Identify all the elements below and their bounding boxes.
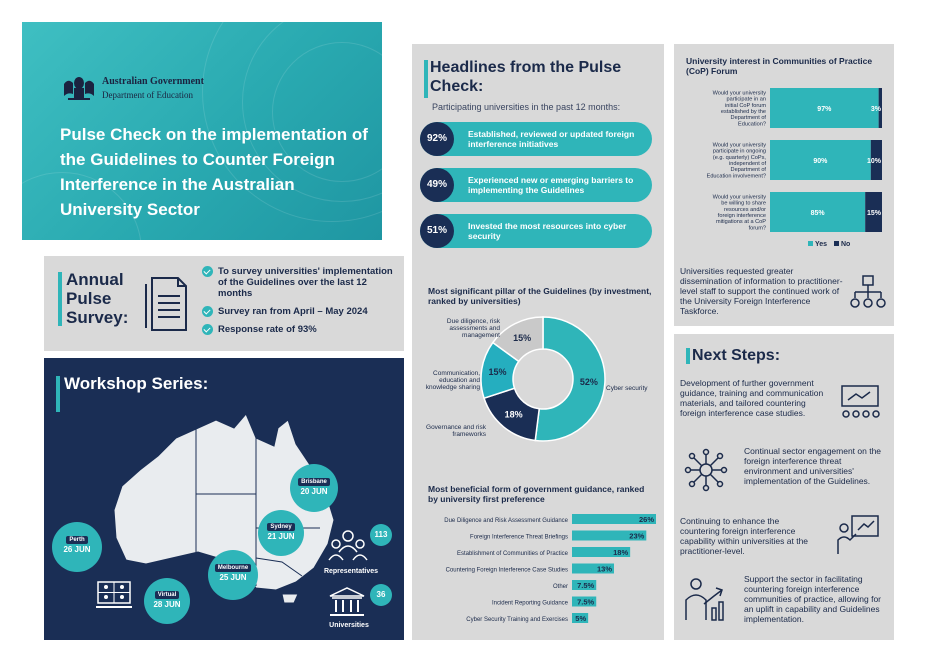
stack-value-label: 85% <box>810 210 825 217</box>
next-step-item: Development of further government guidance, training and communication materials, and tailored countering foreign interference case studies. <box>680 378 824 418</box>
accent-bar <box>686 348 690 364</box>
donut-value-label: 52% <box>579 376 598 387</box>
bar-value-label: 5% <box>575 614 587 623</box>
stack-value-label: 15% <box>866 210 881 217</box>
donut-legend-label: Cyber security <box>606 385 648 392</box>
workshop-brisbane: Brisbane 20 JUN <box>290 464 338 512</box>
growth-person-icon <box>682 574 726 622</box>
donut-chart-title: Most significant pillar of the Guidelines (by investment, ranked by universities) <box>428 286 652 306</box>
bar-category-label: Establishment of Communities of Practice <box>456 551 568 557</box>
workshop-series-panel <box>44 358 404 640</box>
stack-category-label: Would your university be willing to share resources and/or foreign interference mitigations at a CoP forum? <box>712 194 766 232</box>
headlines-panel <box>412 44 664 640</box>
legend-label: No <box>841 241 851 248</box>
hero-banner <box>22 22 382 240</box>
headline-item <box>420 122 652 156</box>
bar-value-label: 23% <box>629 531 645 541</box>
cop-stacked-bar-chart <box>674 84 894 260</box>
universities-label: Universities <box>329 622 369 629</box>
stack-category-label: Would your university participate in an initial CoP forum established by the Department of Education? <box>712 90 766 128</box>
stack-category-label: Would your university participate in ongoing (e.g. quarterly) CoPs, independent of Department of Education involvement? <box>706 142 766 180</box>
laptop-video-icon <box>96 580 132 610</box>
workshop-title: Workshop Series: <box>64 374 209 393</box>
network-icon <box>684 448 728 492</box>
stack-value-label: 97% <box>817 106 832 113</box>
page-title: Pulse Check on the implementation of the Guidelines to Counter Foreign Interference in the Australian University Sector <box>60 125 368 219</box>
survey-item: Response rate of 93% <box>202 324 402 335</box>
bar-category-label: Due Diligence and Risk Assessment Guidance <box>444 518 568 524</box>
bar-value-label: 13% <box>596 564 612 574</box>
bar-value-label: 18% <box>613 548 629 557</box>
donut-legend-label: Due diligence, risk assessments and management <box>446 318 500 339</box>
bar-category-label: Other <box>552 584 568 590</box>
headline-text: Invested the most resources into cyber security <box>468 221 627 241</box>
next-steps-title: Next Steps: <box>692 347 781 364</box>
university-building-icon <box>328 586 366 618</box>
representatives-label: Representatives <box>323 568 379 575</box>
survey-title: Annual Pulse Survey: <box>66 270 129 327</box>
guidance-bar-chart <box>412 510 664 630</box>
presentation-icon <box>838 384 882 422</box>
headline-text: Experienced new or emerging barriers to implementing the Guidelines <box>468 175 634 195</box>
universities-count: 36 <box>370 584 392 606</box>
org-chart-icon <box>850 274 886 310</box>
representatives-icon <box>326 528 370 566</box>
coat-of-arms-icon <box>62 74 96 102</box>
headline-item <box>420 214 652 248</box>
headline-percent: 49% <box>420 168 454 202</box>
headlines-subtitle: Participating universities in the past 12 months: <box>432 102 621 112</box>
legend-swatch <box>834 241 839 246</box>
workshop-sydney: Sydney 21 JUN <box>258 510 304 556</box>
check-icon <box>202 306 213 317</box>
cop-summary-text: Universities requested greater dissemination of information to practitioner-level staff to support the continued work of the University Foreign Interference Taskforce. <box>680 266 843 316</box>
donut-value-label: 15% <box>513 333 532 344</box>
annual-pulse-survey-panel <box>44 256 404 351</box>
accent-bar <box>56 376 60 412</box>
legend-swatch <box>808 241 813 246</box>
next-steps-panel <box>674 334 894 640</box>
representatives-count: 113 <box>370 524 392 546</box>
guidance-chart-title: Most beneficial form of government guidance, ranked by university first preference <box>428 484 645 504</box>
bar-category-label: Cyber Security Training and Exercises <box>466 617 568 623</box>
workshop-perth: Perth 26 JUN <box>52 522 102 572</box>
accent-bar <box>58 272 62 326</box>
next-step-item: Continual sector engagement on the foreign interference threat environment and universities' implementation of the Guidelines. <box>744 446 882 486</box>
headline-percent: 51% <box>420 214 454 248</box>
legend-label: Yes <box>815 241 828 248</box>
headline-percent: 92% <box>420 122 454 156</box>
check-icon <box>202 266 213 277</box>
workshop-virtual: Virtual 28 JUN <box>144 578 190 624</box>
donut-value-label: 15% <box>488 366 507 377</box>
cop-interest-panel <box>674 44 894 326</box>
headline-item <box>420 168 652 202</box>
headline-text: Established, reviewed or updated foreign interference initiatives <box>468 129 635 149</box>
stack-value-label: 10% <box>866 158 881 165</box>
gov-name: Australian Government <box>102 76 204 87</box>
bar-value-label: 7.5% <box>577 581 595 590</box>
government-logo <box>62 72 282 112</box>
headlines-title: Headlines from the Pulse Check: <box>430 59 622 95</box>
cop-chart-title: University interest in Communities of Practice (CoP) Forum <box>686 56 873 76</box>
donut-legend-label: Communication, education and knowledge sharing <box>425 370 480 391</box>
department-name: Department of Education <box>102 90 193 100</box>
accent-bar <box>424 60 428 98</box>
document-icon <box>144 276 188 332</box>
check-icon <box>202 324 213 335</box>
bar-value-label: 7.5% <box>577 597 595 607</box>
next-step-item: Support the sector in facilitating countering foreign interference communities of practice, allowing for an uplift in capability and Guidelines implementation. <box>744 574 882 624</box>
bar-category-label: Incident Reporting Guidance <box>491 600 568 607</box>
bar-category-label: Countering Foreign Interference Case Studies <box>445 567 568 574</box>
donut-legend-label: Governance and risk frameworks <box>426 424 486 438</box>
survey-item: To survey universities' implementation of the Guidelines over the last 12 months <box>202 266 402 299</box>
teacher-board-icon <box>836 514 880 556</box>
survey-item: Survey ran from April – May 2024 <box>202 306 402 317</box>
next-step-item: Continuing to enhance the countering foreign interference capability within universities at the practitioner-level. <box>680 516 809 556</box>
bar-category-label: Foreign Interference Threat Briefings <box>470 534 568 541</box>
stack-value-label: 90% <box>813 158 828 165</box>
workshop-melbourne: Melbourne 25 JUN <box>208 550 258 600</box>
donut-value-label: 18% <box>504 409 523 420</box>
stack-value-label: 3% <box>870 106 881 113</box>
bar-value-label: 26% <box>638 515 654 524</box>
